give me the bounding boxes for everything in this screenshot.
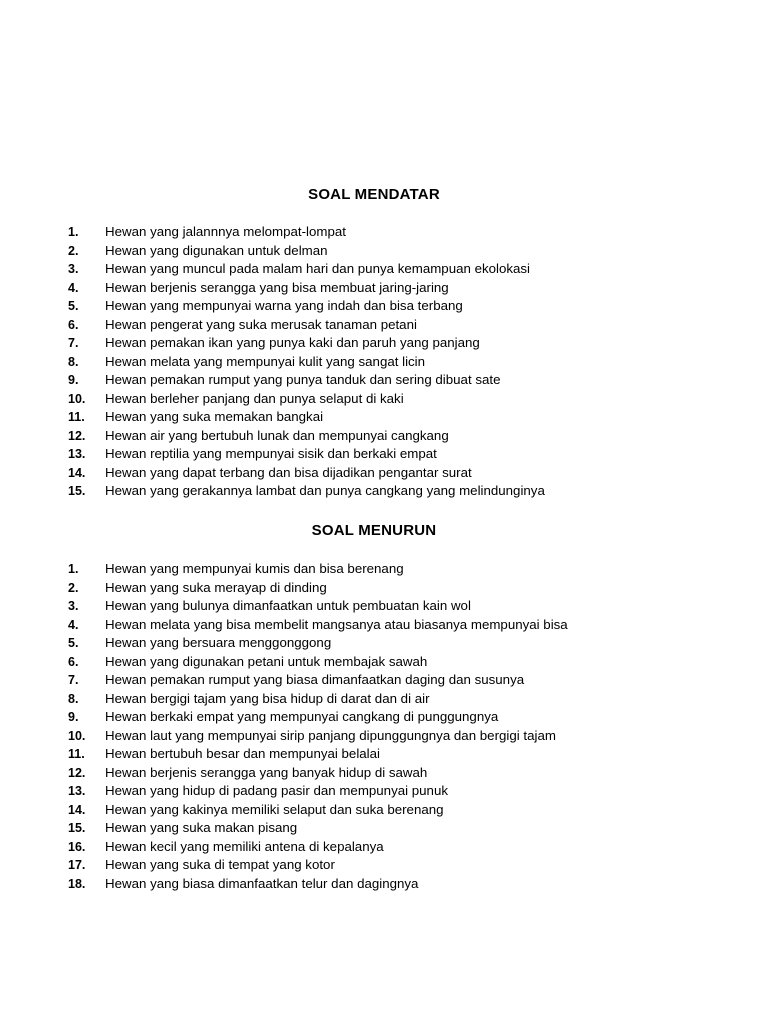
menurun-question-item <box>68 838 705 857</box>
question-text: Hewan yang muncul pada malam hari dan punya kemampuan ekolokasi <box>105 261 531 276</box>
menurun-question-item <box>68 819 705 838</box>
question-text: Hewan yang kakinya memiliki selaput dan suka berenang <box>105 801 444 817</box>
menurun-question-list <box>68 560 705 893</box>
question-text: Hewan bertubuh besar dan mempunyai belalai <box>105 746 380 761</box>
question-text: Hewan yang jalannnya melompat-lompat <box>105 224 346 239</box>
question-text: Hewan yang suka memakan bangkai <box>105 409 324 424</box>
menurun-question-item <box>68 616 705 635</box>
menurun-question-item <box>68 764 705 783</box>
question-text: Hewan berkaki empat yang mempunyai cangkang di punggungnya <box>105 709 499 724</box>
question-text: Hewan berleher panjang dan punya selaput di kaki <box>105 390 404 406</box>
question-text: Hewan pemakan rumput yang punya tanduk dan sering dibuat sate <box>105 372 501 387</box>
menurun-question-item <box>68 671 705 690</box>
question-text: Hewan melata yang mempunyai kulit yang sangat licin <box>105 353 426 369</box>
question-number: 13. <box>68 784 86 798</box>
mendatar-question-item <box>68 445 705 464</box>
menurun-question-item <box>68 708 705 727</box>
question-number: 4. <box>68 617 79 632</box>
question-number: 4. <box>68 280 79 295</box>
menurun-question-item <box>68 875 705 894</box>
question-number: 2. <box>68 243 79 258</box>
question-number: 8. <box>68 691 79 706</box>
question-number: 9. <box>68 710 79 724</box>
question-number: 1. <box>68 225 79 239</box>
question-number: 2. <box>68 580 79 595</box>
question-number: 6. <box>68 317 79 332</box>
question-text: Hewan kecil yang memiliki antena di kepalanya <box>105 838 384 854</box>
question-number: 16. <box>68 839 86 854</box>
question-text: Hewan yang biasa dimanfaatkan telur dan dagingnya <box>105 875 419 891</box>
question-number: 6. <box>68 654 79 669</box>
question-text: Hewan yang gerakannya lambat dan punya cangkang yang melindunginya <box>105 483 545 498</box>
question-text: Hewan yang hidup di padang pasir dan mempunyai punuk <box>105 783 448 798</box>
question-number: 7. <box>68 673 79 687</box>
question-text: Hewan yang suka makan pisang <box>105 820 298 835</box>
question-text: Hewan pemakan rumput yang biasa dimanfaatkan daging dan susunya <box>105 672 525 687</box>
mendatar-question-item <box>68 482 705 501</box>
section-title-menurun: SOAL MENURUN <box>311 522 437 539</box>
mendatar-question-item <box>68 334 705 353</box>
mendatar-question-item <box>68 427 705 446</box>
question-text: Hewan reptilia yang mempunyai sisik dan berkaki empat <box>105 446 437 461</box>
question-text: Hewan yang bersuara menggonggong <box>105 635 332 650</box>
question-number: 1. <box>68 562 79 576</box>
question-text: Hewan pemakan ikan yang punya kaki dan paruh yang panjang <box>105 335 480 350</box>
menurun-question-item <box>68 560 705 579</box>
question-number: 10. <box>68 728 86 743</box>
question-number: 14. <box>68 802 86 817</box>
question-number: 13. <box>68 447 86 461</box>
mendatar-question-item <box>68 408 705 427</box>
menurun-question-item <box>68 727 705 746</box>
section-title-mendatar: SOAL MENDATAR <box>308 186 440 203</box>
question-number: 3. <box>68 599 79 613</box>
menurun-question-item <box>68 745 705 764</box>
question-number: 10. <box>68 391 86 406</box>
menurun-question-item <box>68 653 705 672</box>
mendatar-question-item <box>68 279 705 298</box>
mendatar-question-item <box>68 371 705 390</box>
question-number: 3. <box>68 262 79 276</box>
menurun-question-item <box>68 856 705 875</box>
mendatar-question-item <box>68 390 705 409</box>
menurun-question-item <box>68 782 705 801</box>
question-text: Hewan yang mempunyai warna yang indah dan bisa terbang <box>105 298 463 313</box>
menurun-question-item <box>68 690 705 709</box>
question-text: Hewan yang bulunya dimanfaatkan untuk pembuatan kain wol <box>105 598 471 613</box>
mendatar-question-item <box>68 316 705 335</box>
question-number: 12. <box>68 428 86 443</box>
question-text: Hewan yang mempunyai kumis dan bisa berenang <box>105 561 404 576</box>
menurun-question-item <box>68 597 705 616</box>
question-number: 5. <box>68 636 79 650</box>
question-number: 7. <box>68 336 79 350</box>
question-number: 11. <box>68 747 85 761</box>
question-number: 11. <box>68 410 85 424</box>
question-text: Hewan yang digunakan untuk delman <box>105 242 328 258</box>
question-number: 9. <box>68 373 79 387</box>
question-number: 15. <box>68 821 86 835</box>
mendatar-question-item <box>68 464 705 483</box>
mendatar-question-item <box>68 223 705 242</box>
question-text: Hewan berjenis serangga yang bisa membuat jaring-jaring <box>105 279 449 295</box>
question-number: 18. <box>68 876 86 891</box>
menurun-question-item <box>68 634 705 653</box>
question-number: 12. <box>68 765 86 780</box>
question-number: 17. <box>68 858 86 872</box>
question-number: 15. <box>68 484 86 498</box>
question-text: Hewan yang suka di tempat yang kotor <box>105 857 335 872</box>
mendatar-question-list <box>68 223 705 501</box>
question-text: Hewan yang dapat terbang dan bisa dijadikan pengantar surat <box>105 464 472 480</box>
question-text: Hewan bergigi tajam yang bisa hidup di darat dan di air <box>105 690 430 706</box>
question-text: Hewan yang digunakan petani untuk membajak sawah <box>105 653 428 669</box>
question-text: Hewan melata yang bisa membelit mangsanya atau biasanya mempunyai bisa <box>105 616 568 632</box>
question-text: Hewan pengerat yang suka merusak tanaman petani <box>105 316 417 332</box>
mendatar-question-item <box>68 297 705 316</box>
question-text: Hewan air yang bertubuh lunak dan mempunyai cangkang <box>105 427 449 443</box>
mendatar-question-item <box>68 260 705 279</box>
question-number: 8. <box>68 354 79 369</box>
mendatar-question-item <box>68 353 705 372</box>
question-number: 5. <box>68 299 79 313</box>
question-text: Hewan yang suka merayap di dinding <box>105 579 327 595</box>
menurun-question-item <box>68 801 705 820</box>
question-text: Hewan berjenis serangga yang banyak hidup di sawah <box>105 764 428 780</box>
question-number: 14. <box>68 465 86 480</box>
question-text: Hewan laut yang mempunyai sirip panjang dipunggungnya dan bergigi tajam <box>105 727 556 743</box>
menurun-question-item <box>68 579 705 598</box>
mendatar-question-item <box>68 242 705 261</box>
